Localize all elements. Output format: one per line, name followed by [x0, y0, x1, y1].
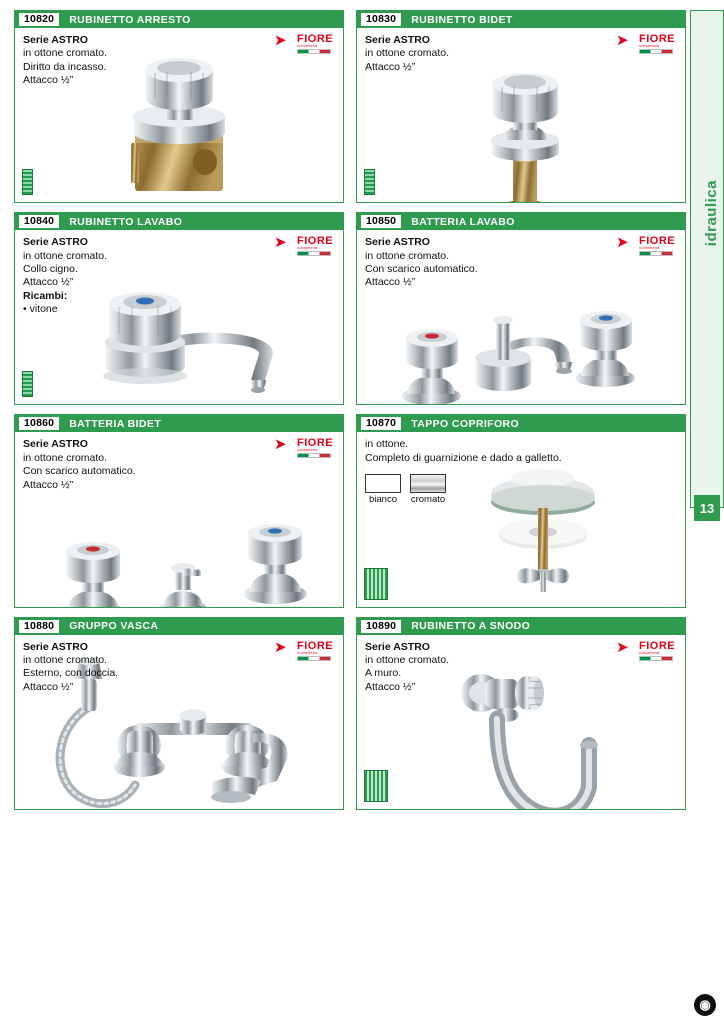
product-card[interactable]	[356, 617, 686, 810]
fiore-logo	[274, 235, 336, 257]
material-swatch	[22, 169, 33, 195]
product-line: Con scarico automatico.	[23, 465, 136, 478]
card-body	[15, 635, 343, 809]
material-swatch	[364, 770, 388, 802]
color-options	[365, 474, 446, 505]
material-swatch	[22, 371, 33, 397]
card-header	[357, 415, 685, 432]
page-number-badge: 13	[694, 495, 720, 521]
fiore-logo	[616, 235, 678, 257]
horse-icon: ➤	[616, 32, 629, 49]
product-series: Serie ASTRO	[365, 640, 430, 653]
product-series: Serie ASTRO	[23, 438, 88, 451]
fiore-logo	[616, 640, 678, 662]
card-body	[15, 28, 343, 202]
color-option-cromato[interactable]	[410, 474, 446, 505]
card-header	[357, 11, 685, 28]
product-line: in ottone cromato.	[365, 249, 450, 262]
product-card[interactable]	[14, 10, 344, 203]
card-header	[357, 618, 685, 635]
product-line: A muro.	[365, 667, 402, 680]
product-line: Con scarico automatico.	[365, 263, 478, 275]
product-line: Attacco ½”	[365, 276, 416, 289]
card-header	[15, 213, 343, 230]
color-option-bianco[interactable]	[365, 474, 401, 505]
product-code: 10820	[18, 12, 60, 27]
card-header	[15, 11, 343, 28]
product-series: Serie ASTRO	[23, 640, 88, 653]
horse-icon: ➤	[274, 436, 287, 454]
product-description	[365, 438, 565, 465]
brand-sub: rubinetteria	[639, 246, 660, 251]
product-title: RUBINETTO A SNODO	[411, 620, 531, 633]
product-grid	[14, 10, 686, 1012]
product-description	[23, 641, 223, 695]
product-series: Serie ASTRO	[365, 34, 430, 46]
product-description	[23, 34, 223, 88]
card-body	[357, 432, 685, 606]
product-card[interactable]	[356, 212, 686, 405]
horse-icon: ➤	[616, 638, 629, 656]
italy-flag-icon	[297, 453, 331, 458]
product-card[interactable]	[14, 414, 344, 607]
fiore-logo	[616, 33, 678, 55]
product-description	[23, 236, 223, 316]
brand-name: FIORE	[297, 639, 334, 652]
italy-flag-icon	[297, 49, 331, 54]
horse-icon: ➤	[274, 234, 287, 252]
horse-icon: ➤	[274, 638, 287, 656]
color-chip-cromato	[410, 474, 446, 493]
product-code: 10840	[18, 214, 60, 229]
product-code: 10890	[360, 619, 402, 634]
product-series: Serie ASTRO	[23, 236, 88, 249]
product-code: 10880	[18, 619, 60, 634]
spare-part-item: • vitone	[23, 303, 58, 316]
horse-icon: ➤	[274, 32, 287, 49]
italy-flag-icon	[297, 656, 331, 661]
horse-icon: ➤	[616, 234, 629, 252]
product-description	[365, 34, 565, 74]
brand-sub: rubinetteria	[297, 448, 318, 453]
spare-parts-label: Ricambi:	[23, 289, 68, 302]
card-header	[15, 618, 343, 635]
brand-sub: rubinetteria	[297, 246, 318, 251]
brand-sub: rubinetteria	[639, 44, 660, 48]
product-code: 10860	[18, 416, 60, 431]
product-card[interactable]	[14, 617, 344, 810]
product-line: Attacco ½”	[23, 74, 74, 87]
product-description	[365, 641, 565, 695]
product-line: Completo di guarnizione e dado a galletto.	[365, 451, 562, 464]
product-code: 10830	[360, 12, 402, 27]
brand-name: FIORE	[639, 639, 676, 652]
card-header	[15, 415, 343, 432]
product-series: Serie ASTRO	[23, 34, 88, 46]
publisher-logo-icon: ◉	[694, 994, 716, 1016]
color-chip-bianco	[365, 474, 401, 493]
brand-name: FIORE	[297, 437, 334, 450]
product-line: Attacco ½”	[365, 680, 416, 693]
brand-sub: rubinetteria	[639, 650, 660, 655]
product-title: BATTERIA LAVABO	[411, 215, 515, 228]
product-title: RUBINETTO LAVABO	[69, 215, 183, 228]
product-description	[23, 438, 223, 492]
brand-name: FIORE	[639, 235, 676, 248]
brand-name: FIORE	[297, 235, 334, 248]
card-body	[357, 230, 685, 404]
card-body	[357, 635, 685, 809]
card-header	[357, 213, 685, 230]
section-sidebar	[690, 10, 724, 508]
product-line: Collo cigno.	[23, 263, 78, 275]
fiore-logo	[274, 640, 336, 662]
product-description	[365, 236, 565, 290]
brand-sub: rubinetteria	[297, 650, 318, 655]
card-body	[15, 432, 343, 606]
italy-flag-icon	[639, 49, 673, 54]
card-body	[15, 230, 343, 404]
section-label: idraulica	[703, 180, 720, 247]
fiore-logo	[274, 437, 336, 459]
product-line: Diritto da incasso.	[23, 60, 107, 73]
product-title: RUBINETTO ARRESTO	[69, 13, 191, 26]
italy-flag-icon	[639, 656, 673, 661]
product-line: in ottone cromato.	[23, 47, 108, 60]
product-line: in ottone cromato.	[365, 654, 450, 666]
product-line: in ottone cromato.	[23, 451, 108, 464]
material-swatch	[364, 568, 388, 600]
product-line: in ottone cromato.	[23, 249, 108, 262]
color-label: cromato	[410, 494, 446, 506]
product-card[interactable]	[356, 10, 686, 203]
product-code: 10850	[360, 214, 402, 229]
product-line: in ottone cromato.	[23, 654, 108, 666]
product-card[interactable]	[356, 414, 686, 607]
brand-sub: rubinetteria	[297, 44, 318, 48]
product-title: BATTERIA BIDET	[69, 417, 162, 430]
card-body	[357, 28, 685, 202]
product-series: Serie ASTRO	[365, 236, 430, 249]
product-line: Attacco ½”	[23, 276, 74, 289]
brand-name: FIORE	[297, 33, 334, 45]
product-line: Esterno, con doccia.	[23, 667, 119, 680]
product-title: RUBINETTO BIDET	[411, 13, 513, 26]
fiore-logo	[274, 33, 336, 55]
color-label: bianco	[369, 494, 397, 506]
product-line: Attacco ½”	[23, 680, 74, 693]
brand-name: FIORE	[639, 33, 676, 45]
product-title: TAPPO COPRIFORO	[411, 417, 520, 430]
product-card[interactable]	[14, 212, 344, 405]
product-line: in ottone.	[365, 438, 409, 451]
product-code: 10870	[360, 416, 402, 431]
italy-flag-icon	[297, 251, 331, 256]
material-swatch	[364, 169, 375, 195]
italy-flag-icon	[639, 251, 673, 256]
product-line: Attacco ½”	[365, 60, 416, 73]
product-title: GRUPPO VASCA	[69, 620, 159, 633]
product-line: in ottone cromato.	[365, 47, 450, 60]
product-line: Attacco ½”	[23, 478, 74, 491]
